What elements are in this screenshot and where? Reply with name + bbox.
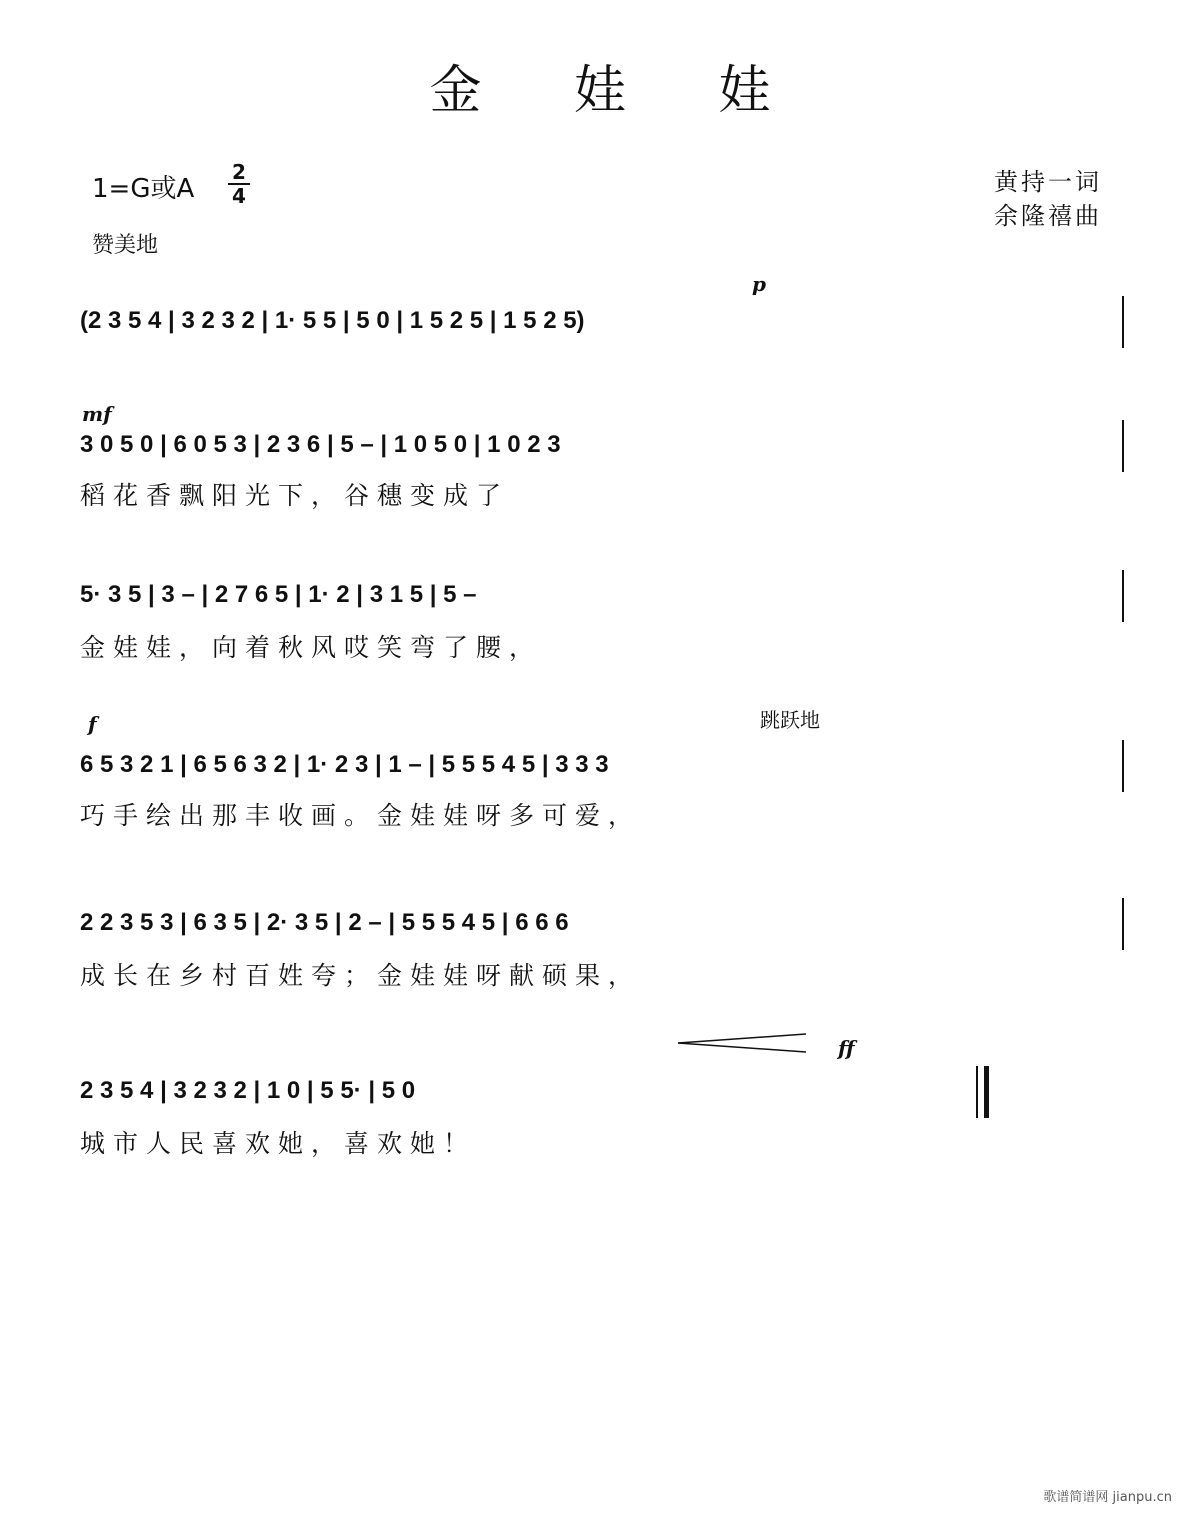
final-barline-thick (984, 1066, 989, 1118)
lyric-line-2: 稻花香飘阳光下，谷穗变成了 (80, 481, 510, 510)
barline-end-3 (1122, 570, 1124, 622)
time-signature (228, 162, 250, 206)
notation-line-4: 6 5 3 2 1 | 6 5 6 3 2 | 1· 2 3 | 1 – | 5 5 5 4 5 | 3 3 3 (80, 751, 609, 778)
dynamic-mf: mf (82, 402, 112, 426)
notation-line-1: (2 3 5 4 | 3 2 3 2 | 1· 5 5 | 5 0 | 1 5 2 5 | 1 5 2 5) (80, 307, 585, 334)
lyric-line-4: 巧手绘出那丰收画。金娃娃呀多可爱， (80, 801, 642, 830)
notation-line-3: 5· 3 5 | 3 – | 2 7 6 5 | 1· 2 | 3 1 5 | 5 – (80, 581, 477, 608)
dynamic-ff: ff (838, 1036, 855, 1060)
notation-line-5: 2 2 3 5 3 | 6 3 5 | 2· 3 5 | 2 – | 5 5 5 4 5 | 6 6 6 (80, 909, 569, 936)
notation-line-6: 2 3 5 4 | 3 2 3 2 | 1 0 | 5 5· | 5 0 (80, 1077, 416, 1104)
meter-bottom: 4 (232, 184, 246, 208)
song-title: 金 娃 娃 (429, 61, 809, 121)
lyric-line-3: 金娃娃，向着秋风哎笑弯了腰， (80, 633, 543, 662)
barline-end-1 (1122, 296, 1124, 348)
composer-credit: 余隆禧曲 (994, 202, 1102, 230)
notation-line-2: 3 0 5 0 | 6 0 5 3 | 2 3 6 | 5 – | 1 0 5 0 | 1 0 2 3 (80, 431, 561, 458)
dynamic-f: f (88, 712, 97, 736)
barline-end-5 (1122, 898, 1124, 950)
barline-end-4 (1122, 740, 1124, 792)
meter-top: 2 (232, 160, 246, 184)
key-signature: 1=G或A (92, 174, 195, 204)
barline-end-2 (1122, 420, 1124, 472)
crescendo-hairpin (676, 1032, 810, 1054)
lyric-line-5: 成长在乡村百姓夸；金娃娃呀献硕果， (80, 961, 642, 990)
watermark-footer: 歌谱简谱网 jianpu.cn (1043, 1490, 1172, 1505)
tempo-marking: 赞美地 (92, 233, 159, 258)
lyric-line-6: 城市人民喜欢她，喜欢她！ (80, 1129, 477, 1158)
section-marking: 跳跃地 (760, 708, 820, 732)
lyricist-credit: 黄持一词 (994, 168, 1102, 196)
dynamic-p: p (752, 272, 766, 296)
final-barline-thin (976, 1066, 978, 1118)
